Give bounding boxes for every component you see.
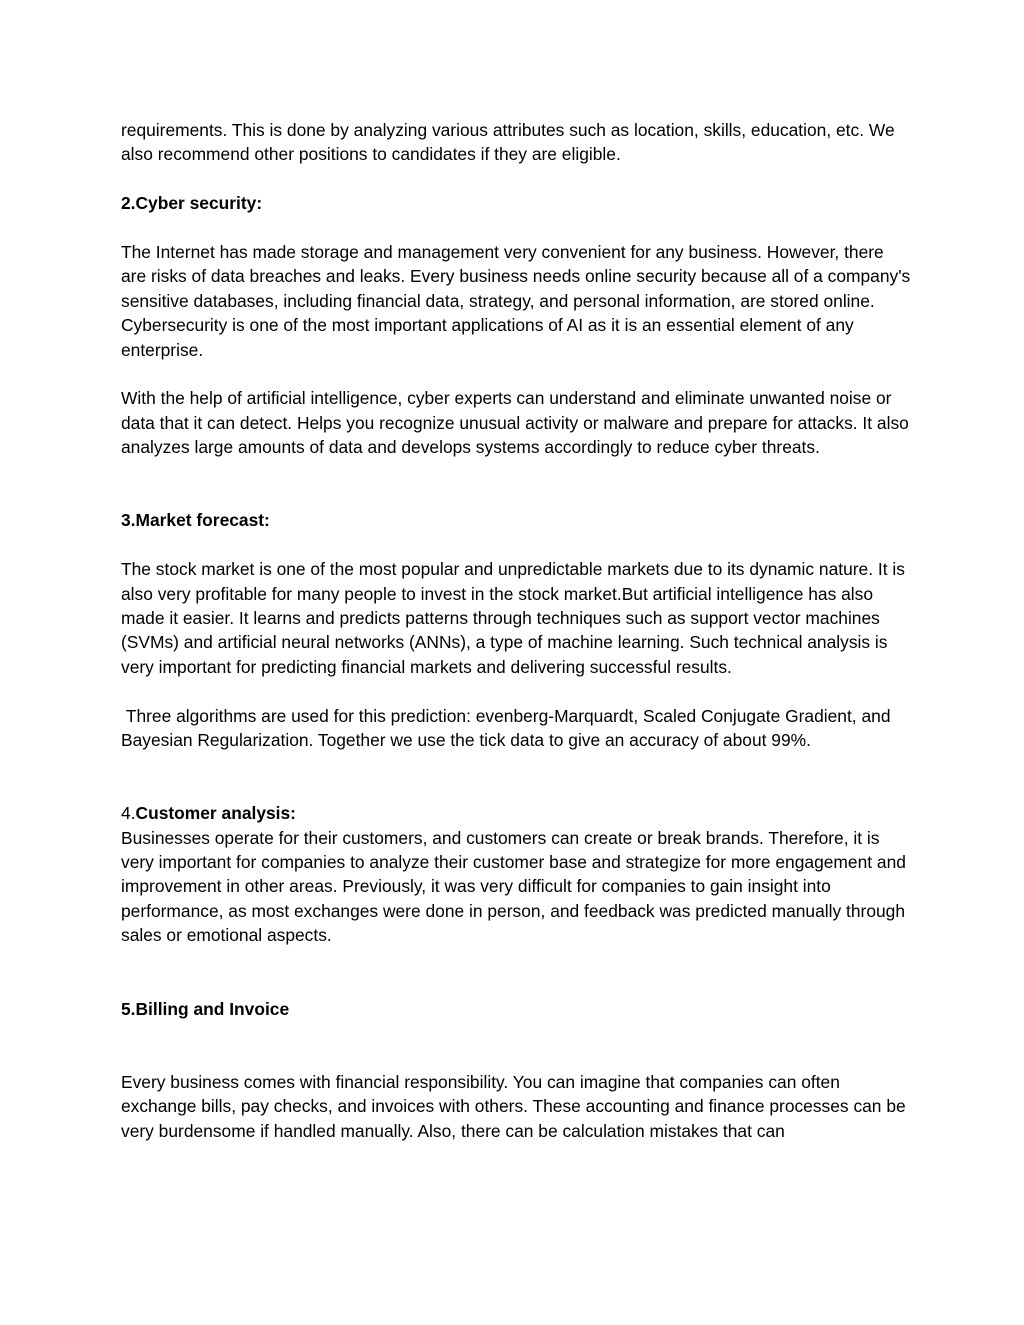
spacer	[121, 679, 911, 703]
section-2-paragraph-1: The Internet has made storage and management very convenient for any business. However, there are risks of data breaches and leaks. Every business needs online security because all of a company's sensitive databases, including financial data, strategy, and personal information, are stored online. Cybersecurity is one of the most important applications of AI as it is an essential element of any enterprise.	[121, 242, 916, 360]
section-3-paragraph-1: The stock market is one of the most popular and unpredictable markets due to its dynamic nature. It is also very profitable for many people to invest in the stock market.But artificial intelligence has also made it easier. It learns and predicts patterns through techniques such as support vector machines (SVMs) and artificial neural networks (ANNs), a type of machine learning. Such technical analysis is very important for predicting financial markets and delivering successful results.	[121, 559, 910, 677]
section-2-heading: 2.Cyber security:	[121, 193, 263, 214]
section-2-paragraph-2: With the help of artificial intelligence, cyber experts can understand and eliminate unwanted noise or data that it can detect. Helps you recognize unusual activity or malware and prepare for attacks. It also analyzes large amounts of data and develops systems accordingly to reduce cyber threats.	[121, 388, 914, 458]
section-4-heading: Customer analysis:	[135, 803, 296, 824]
section-4-paragraph-1: Businesses operate for their customers, and customers can create or break brands. Therefore, it is very important for companies to analyze their customer base and strategize for more engagement and improvement in other areas. Previously, it was very difficult for companies to gain insight into performance, as most exchanges were done in person, and feedback was predicted manually through sales or emotional aspects.	[121, 827, 911, 946]
document-page	[121, 118, 916, 1143]
section-3-paragraph-2: Three algorithms are used for this prediction: evenberg-Marquardt, Scaled Conjugate Gradient, and Bayesian Regularization. Together we use the tick data to give an accuracy of about 99%.	[121, 705, 896, 751]
spacer	[121, 533, 911, 557]
section-3-heading: 3.Market forecast:	[121, 510, 270, 531]
spacer	[121, 1021, 911, 1070]
section-5-paragraph-1: Every business comes with financial responsibility. You can imagine that companies can often exchange bills, pay checks, and invoices with others. These accounting and finance processes can be very burdensome if handled manually. Also, there can be calculation mistakes that can	[121, 1071, 911, 1141]
spacer	[121, 752, 911, 801]
section-5-heading: 5.Billing and Invoice	[121, 998, 290, 1019]
spacer	[121, 216, 911, 240]
section-4-heading-line	[121, 801, 911, 825]
intro-paragraph: requirements. This is done by analyzing various attributes such as location, skills, education, etc. We also recommend other positions to candidates if they are eligible.	[121, 120, 900, 165]
spacer	[121, 167, 911, 191]
spacer	[121, 948, 911, 997]
spacer	[121, 460, 911, 509]
section-4-number: 4.	[121, 803, 136, 824]
spacer	[121, 362, 911, 386]
